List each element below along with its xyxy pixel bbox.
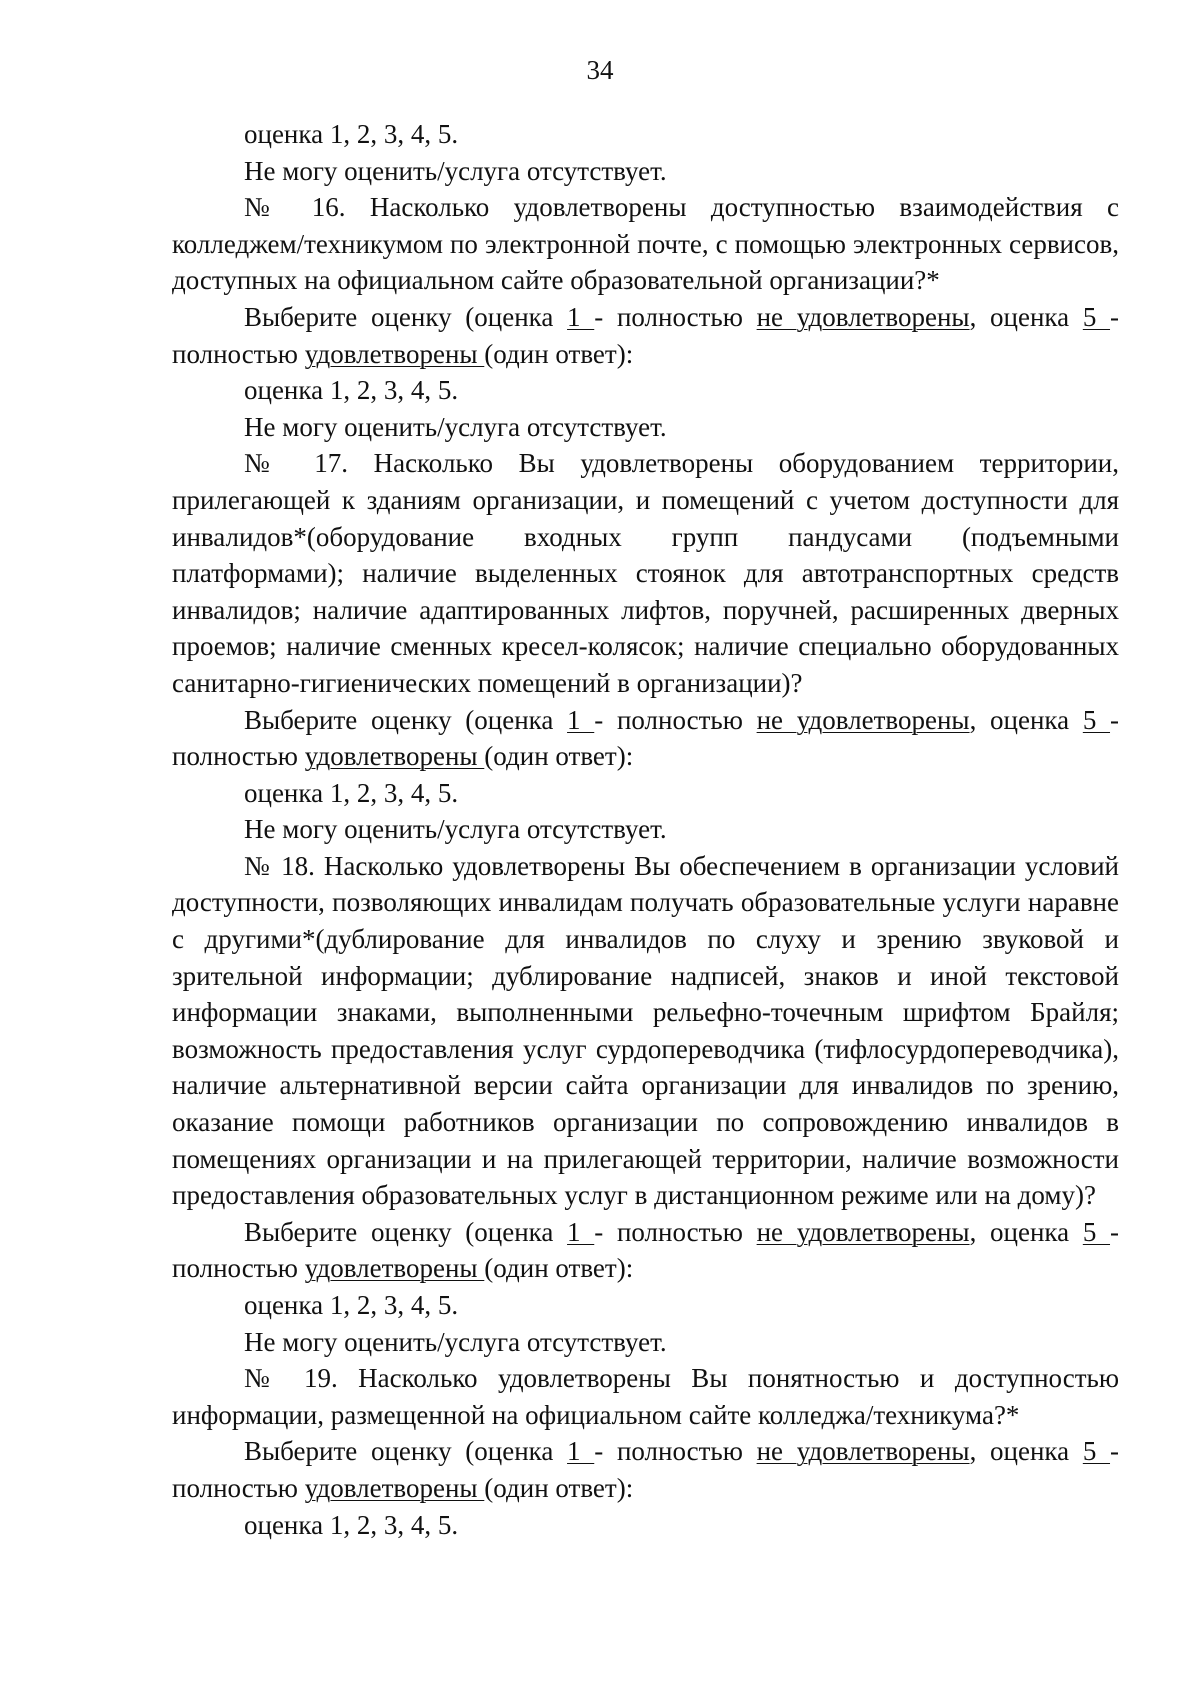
page-content xyxy=(172,116,1119,1543)
rating-instruction: Выберите оценку (оценка 1 - полностью не удовлетворены, оценка 5 - полностью удовлетворены (один ответ): xyxy=(172,301,1120,369)
rating-instruction: Выберите оценку (оценка 1 - полностью не удовлетворены, оценка 5 - полностью удовлетворены (один ответ): xyxy=(172,1436,1120,1503)
answer-scale: оценка 1, 2, 3, 4, 5. xyxy=(244,1509,459,1540)
answer-not-applicable: Не могу оценить/услуга отсутствует. xyxy=(244,155,667,186)
answer-not-applicable: Не могу оценить/услуга отсутствует. xyxy=(244,411,667,442)
question-19: № 19. Насколько удовлетворены Вы понятностью и доступностью информации, размещенной на официальном сайте колледжа/техникума?* xyxy=(172,1363,1119,1430)
answer-not-applicable: Не могу оценить/услуга отсутствует. xyxy=(244,1326,667,1357)
question-17: № 17. Насколько Вы удовлетворены оборудованием территории, прилегающей к зданиям организации, и помещений с учетом доступности для инвалидов*(оборудование входных групп пандусами (подъемными платформами); наличие выделенных стоянок для автотранспортных средств инвалидов; наличие адаптированных лифтов, поручней, расширенных дверных проемов; наличие сменных кресел-колясок; наличие специально оборудованных санитарно-гигиенических помещений в организации)? xyxy=(172,448,1119,698)
answer-scale: оценка 1, 2, 3, 4, 5. xyxy=(244,375,459,406)
answer-scale: оценка 1, 2, 3, 4, 5. xyxy=(244,1290,459,1320)
rating-instruction: Выберите оценку (оценка 1 - полностью не удовлетворены, оценка 5 - полностью удовлетворены (один ответ): xyxy=(172,704,1120,772)
answer-scale: оценка 1, 2, 3, 4, 5. xyxy=(244,777,459,808)
answer-scale: оценка 1, 2, 3, 4, 5. xyxy=(244,119,459,149)
answer-not-applicable: Не могу оценить/услуга отсутствует. xyxy=(244,814,667,845)
page-number: 34 xyxy=(586,55,614,85)
rating-instruction: Выберите оценку (оценка 1 - полностью не удовлетворены, оценка 5 - полностью удовлетворены (один ответ): xyxy=(172,1216,1120,1284)
question-18: № 18. Насколько удовлетворены Вы обеспечением в организации условий доступности, позволяющих инвалидам получать образовательные услуги наравне с другими*(дублирование для инвалидов по слуху и зрению звуковой и зрительной информации; дублирование надписей, знаков и иной текстовой информации знаками, выполненными рельефно-точечным шрифтом Брайля; возможность предоставления услуг сурдопереводчика (тифлосурдопереводчика), наличие альтернативной версии сайта организации для инвалидов по зрению, оказание помощи работников организации по сопровождению инвалидов в помещениях организации и на прилегающей территории, наличие возможности предоставления образовательных услуг в дистанционном режиме или на дому)? xyxy=(172,850,1119,1211)
question-16: № 16. Насколько удовлетворены доступностью взаимодействия с колледжем/техникумом по электронной почте, с помощью электронных сервисов, доступных на официальном сайте образовательной организации?* xyxy=(172,192,1119,296)
